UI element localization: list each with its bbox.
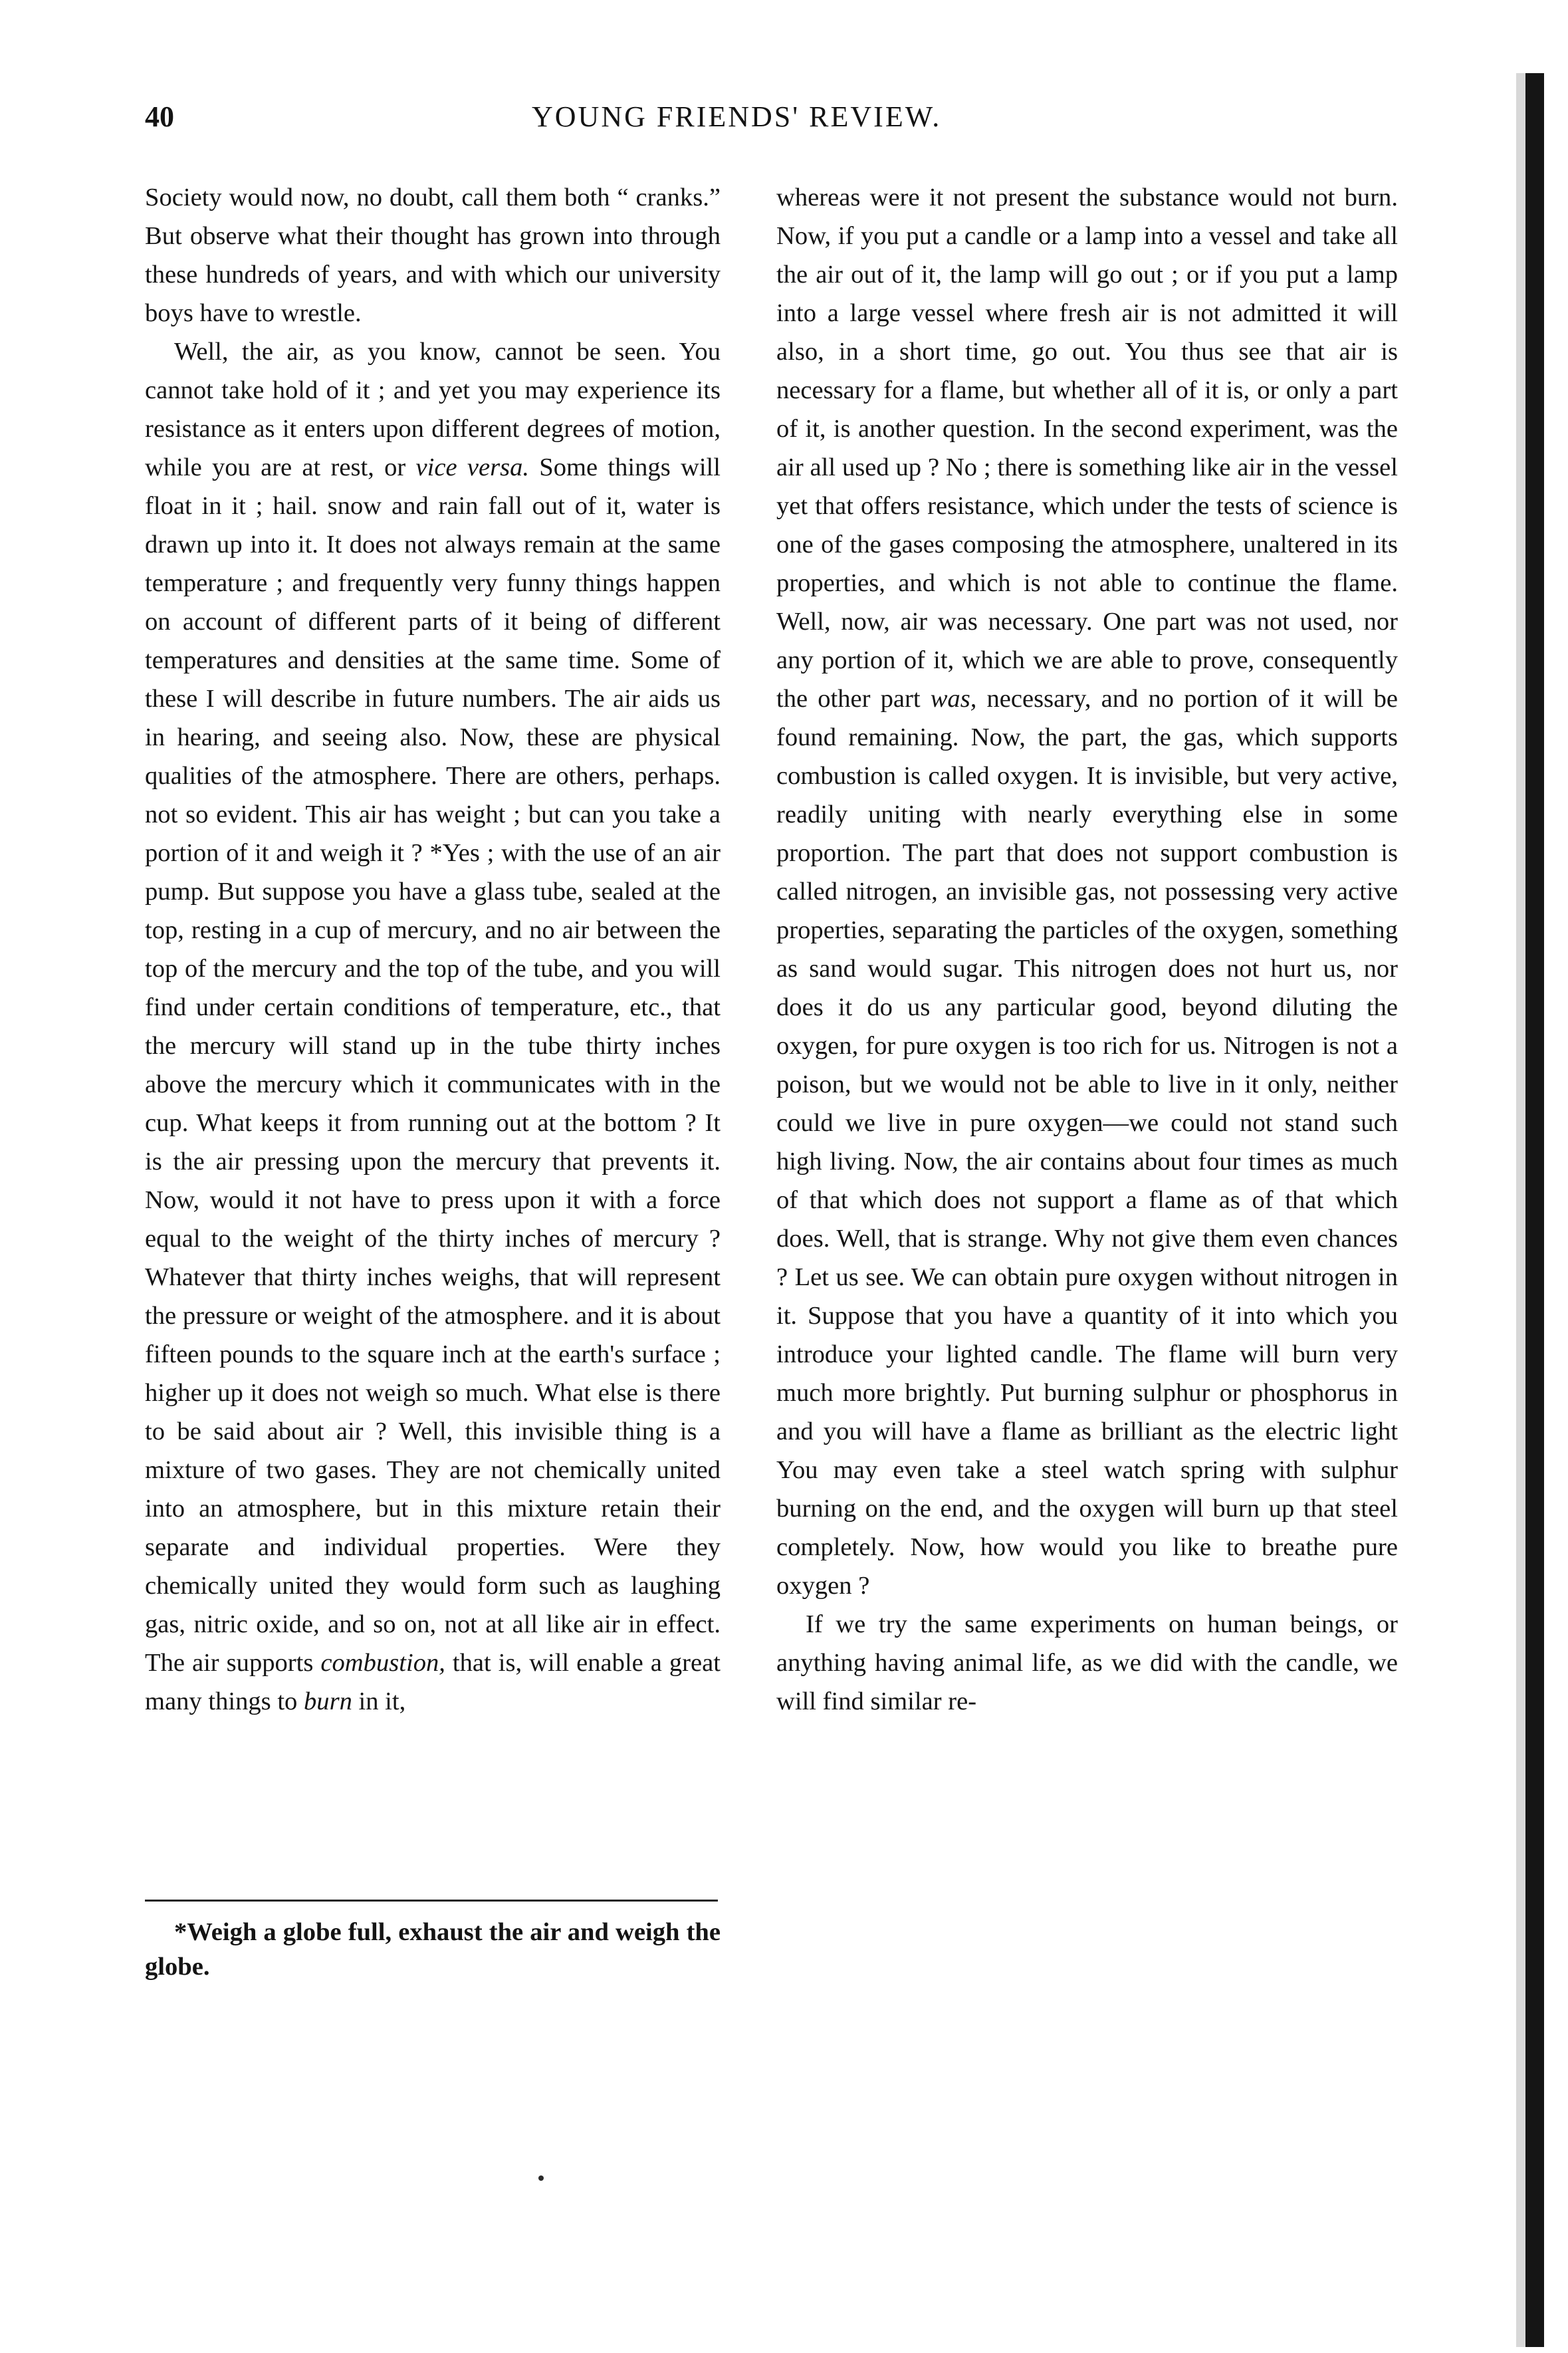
italic-phrase: combustion,: [320, 1649, 445, 1677]
footnote: *Weigh a globe full, exhaust the air and weigh the globe.: [145, 1918, 721, 1981]
italic-phrase: burn: [303, 1687, 352, 1715]
paragraph-text: Society would now, no doubt, call them both “ cranks.” But observe what their thought has grown into through these hundreds of years, and with which our university boys have to wrestle.: [145, 184, 721, 327]
italic-phrase: vice versa.: [415, 453, 530, 481]
paragraph-text: that is, will enable a great many things to: [145, 1649, 721, 1715]
paragraph-text: If we try the same experiments on human beings, or anything having animal life, as we did with the candle, we will find similar re-: [776, 1610, 1398, 1715]
scan-binding-shadow: [1516, 73, 1525, 2347]
left-column: [145, 178, 721, 1721]
paragraph-text: necessary, and no portion of it will be found remaining. Now, the part, the gas, which supports combustion is called oxygen. It is invisible, but very active, readily uniting with nearly everything else in some proportion. The part that does not support combustion is called nitrogen, an invisible gas, not possessing very active properties, separating the particles of the oxygen, something as sand would sugar. This nitrogen does not hurt us, nor does it do us any particular good, beyond diluting the oxygen, for pure oxygen is too rich for us. Nitrogen is not a poison, but we would not be able to live in it only, neither could we live in pure oxygen—we could not stand such high living. Now, the air contains about four times as much of that which does not support a flame as of that which does. Well, that is strange. Why not give them even chances ? Let us see. We can obtain pure oxygen without nitrogen in it. Suppose that you have a quantity of it into which you introduce your lighted candle. The flame will burn very much more brightly. Put burning sulphur or phosphorus in and you will have a flame as brilliant as the electric light You may even take a steel watch spring with sulphur burning on the end, and the oxygen will burn up that steel completely. Now, how would you like to breathe pure oxygen ?: [776, 685, 1398, 1600]
paragraph-text: Well, the air, as you know, cannot be seen. You cannot take hold of it ; and yet you may experience its resistance as it enters upon different degrees of motion, while you are at rest, or: [145, 338, 721, 481]
ink-speck: [538, 2175, 544, 2181]
paragraph-text: Some things will float in it ; hail. snow and rain fall out of it, water is drawn up into it. It does not always remain at the same temperature ; and frequently very funny things happen on account of different parts of it being of different temperatures and densities at the same time. Some of these I will describe in future numbers. The air aids us in hearing, and seeing also. Now, these are physical qualities of the atmosphere. There are others, perhaps. not so evident. This air has weight ; but can you take a portion of it and weigh it ? *Yes ; with the use of an air pump. But suppose you have a glass tube, sealed at the top, resting in a cup of mercury, and no air between the top of the mercury and the top of the tube, and you will find under certain conditions of temperature, etc., that the mercury will stand up in the tube thirty inches above the mercury which it communicates with in the cup. What keeps it from running out at the bottom ? It is the air pressing upon the mercury that prevents it. Now, would it not have to press upon it with a force equal to the weight of the thirty inches of mercury ? Whatever that thirty inches weighs, that will represent the pressure or weight of the atmosphere. and it is about fifteen pounds to the square inch at the earth's surface ; higher up it does not weigh so much. What else is there to be said about air ? Well, this invisible thing is a mixture of two gases. They are not chemically united into an atmosphere, but in this mixture retain their separate and individual properties. Were they chemically united they would form such as laughing gas, nitric oxide, and so on, not at all like air in effect. The air supports: [145, 453, 721, 1677]
scan-binding-edge: [1525, 73, 1544, 2347]
footnote-divider: [145, 1900, 718, 1902]
paragraph-text: in it,: [358, 1687, 406, 1715]
running-head: YOUNG FRIENDS' REVIEW.: [532, 100, 942, 133]
paragraph: [776, 1605, 1398, 1721]
page-number: 40: [145, 100, 174, 133]
right-column: [776, 178, 1398, 1721]
paragraph-text: whereas were it not present the substance would not burn. Now, if you put a candle or a lamp into a vessel and take all the air out of it, the lamp will go out ; or if you put a lamp into a large vessel where fresh air is not admitted it will also, in a short time, go out. You thus see that air is necessary for a flame, but whether all of it is, or only a part of it, is another question. In the second experiment, was the air all used up ? No ; there is something like air in the vessel yet that offers resistance, which under the tests of science is one of the gases composing the atmosphere, unaltered in its properties, and which is not able to continue the flame. Well, now, air was necessary. One part was not used, nor any portion of it, which we are able to prove, consequently the other part: [776, 184, 1398, 713]
paragraph: [145, 178, 721, 332]
italic-phrase: was,: [930, 685, 977, 713]
paragraph: [145, 332, 721, 1721]
paragraph: [776, 178, 1398, 1605]
